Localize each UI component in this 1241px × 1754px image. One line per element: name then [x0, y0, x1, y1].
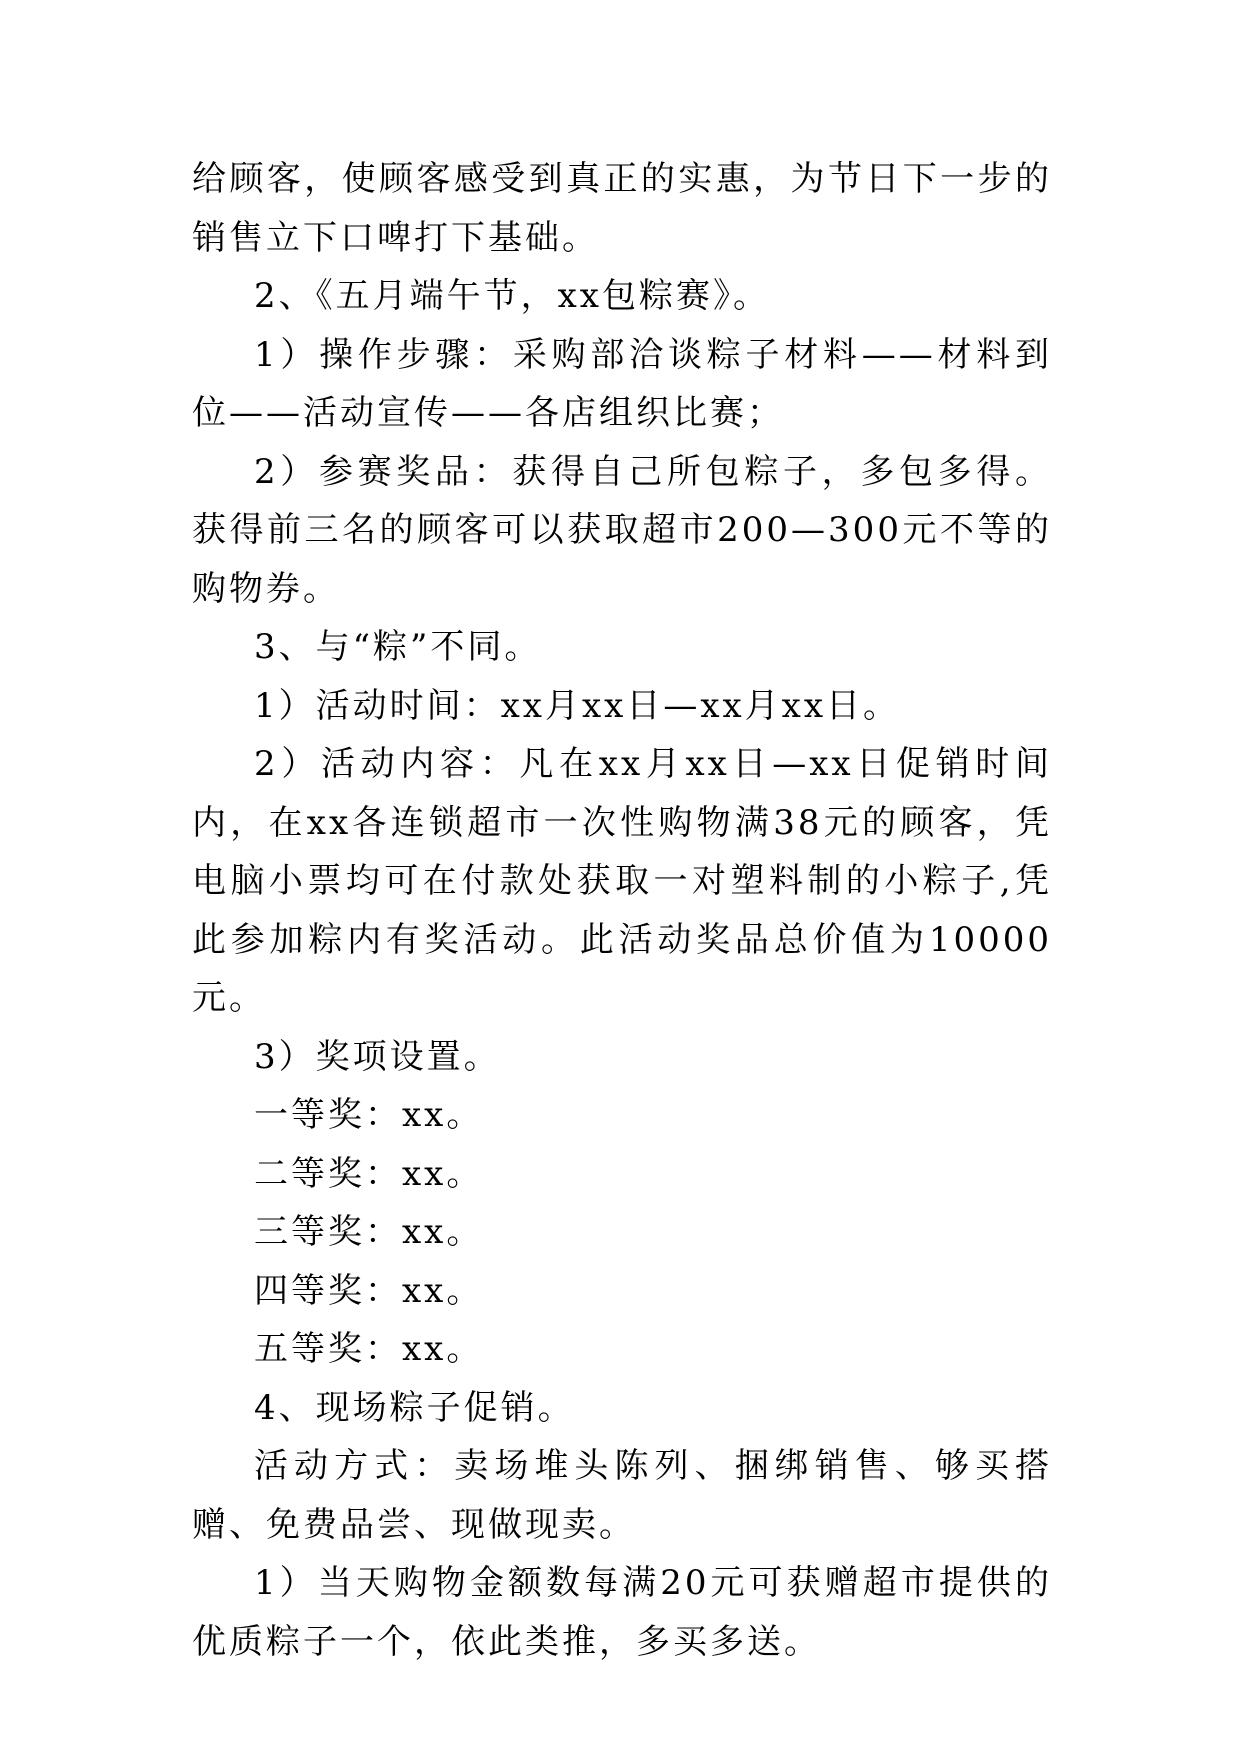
- paragraph-activity-content: 2）活动内容：凡在xx月xx日—xx日促销时间内，在xx各连锁超市一次性购物满38元的顾客，凭电脑小票均可在付款处获取一对塑料制的小粽子,凭此参加粽内有奖活动。此活动奖品总价值为10000元。: [192, 744, 1052, 1018]
- paragraph-purchase-gift: 1）当天购物金额数每满20元可获赠超市提供的优质粽子一个，依此类推，多买多送。: [192, 1563, 1052, 1662]
- paragraph-continuation: 给顾客，使顾客感受到真正的实惠，为节日下一步的销售立下口啤打下基础。: [192, 159, 1052, 258]
- paragraph-operation-steps: 1）操作步骤：采购部洽谈粽子材料——材料到位——活动宣传——各店组织比赛；: [192, 334, 1052, 433]
- section-heading-onsite-promotion: 4、现场粽子促销。: [254, 1387, 575, 1428]
- prize-fifth: 五等奖：xx。: [254, 1329, 484, 1369]
- prize-first: 一等奖：xx。: [254, 1095, 484, 1135]
- section-heading-dragon-boat-contest: 2、《五月端午节，xx包粽赛》。: [254, 276, 770, 316]
- prize-third: 三等奖：xx。: [254, 1212, 484, 1252]
- prize-fourth: 四等奖：xx。: [254, 1270, 484, 1311]
- paragraph-activity-time: 1）活动时间：xx月xx日—xx月xx日。: [254, 685, 901, 726]
- prize-second: 二等奖：xx。: [254, 1153, 484, 1194]
- paragraph-contest-prizes: 2）参赛奖品：获得自己所包粽子，多包多得。获得前三名的顾客可以获取超市200—300元不等的购物券。: [192, 451, 1052, 609]
- paragraph-activity-method: 活动方式：卖场堆头陈列、捆绑销售、够买搭赠、免费品尝、现做现卖。: [192, 1446, 1052, 1545]
- paragraph-prize-settings: 3）奖项设置。: [254, 1036, 501, 1077]
- section-heading-different-zongzi: 3、与“粽”不同。: [254, 627, 542, 667]
- document-body: [192, 150, 1052, 1671]
